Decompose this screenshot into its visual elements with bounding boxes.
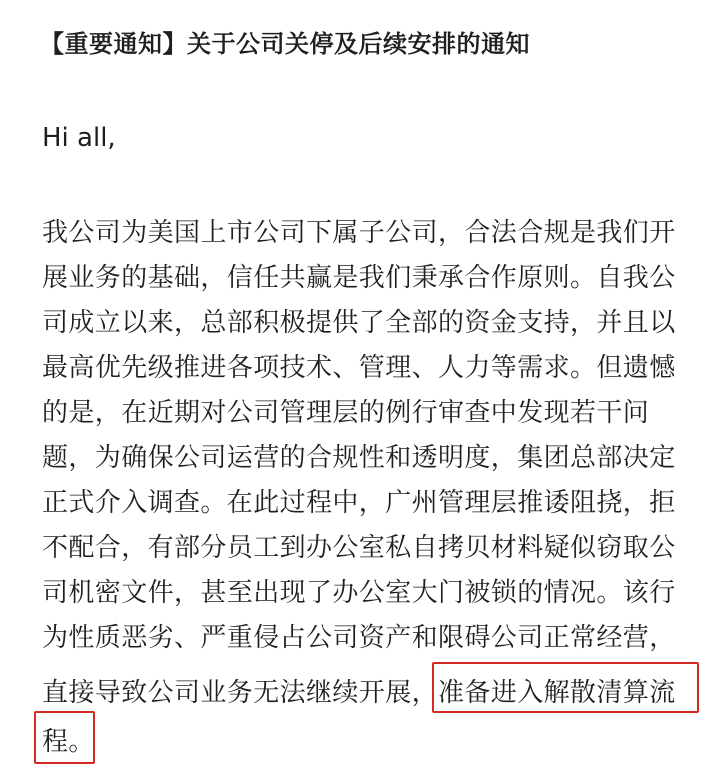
body-line: 司成立以来，总部积极提供了全部的资金支持，并且以 [42,308,676,338]
body-line: 为性质恶劣、严重侵占公司资产和限碍公司正常经营， [42,623,676,653]
body-line: 直接导致公司业务无法继续开展，准备进入解散清算流 [42,678,676,708]
body-line: 展业务的基础，信任共赢是我们秉承合作原则。自我公 [42,263,676,293]
notice-title: 【重要通知】关于公司关停及后续安排的通知 [40,30,530,58]
highlight-box-secondary [34,711,95,764]
body-line: 不配合，有部分员工到办公室私自拷贝材料疑似窃取公 [42,533,676,563]
body-line: 程。 [42,727,95,757]
highlight-box-primary [432,662,699,713]
body-line: 的是，在近期对公司管理层的例行审查中发现若干问 [42,398,650,428]
body-line: 司机密文件，甚至出现了办公室大门被锁的情况。该行 [42,578,676,608]
body-line: 题，为确保公司运营的合规性和透明度，集团总部决定 [42,443,676,473]
body-line: 正式介入调查。在此过程中，广州管理层推诿阻挠，拒 [42,488,676,518]
body-line: 我公司为美国上市公司下属子公司，合法合规是我们开 [42,218,676,248]
greeting: Hi all, [42,123,116,153]
body-line: 最高优先级推进各项技术、管理、人力等需求。但遗憾 [42,353,676,383]
